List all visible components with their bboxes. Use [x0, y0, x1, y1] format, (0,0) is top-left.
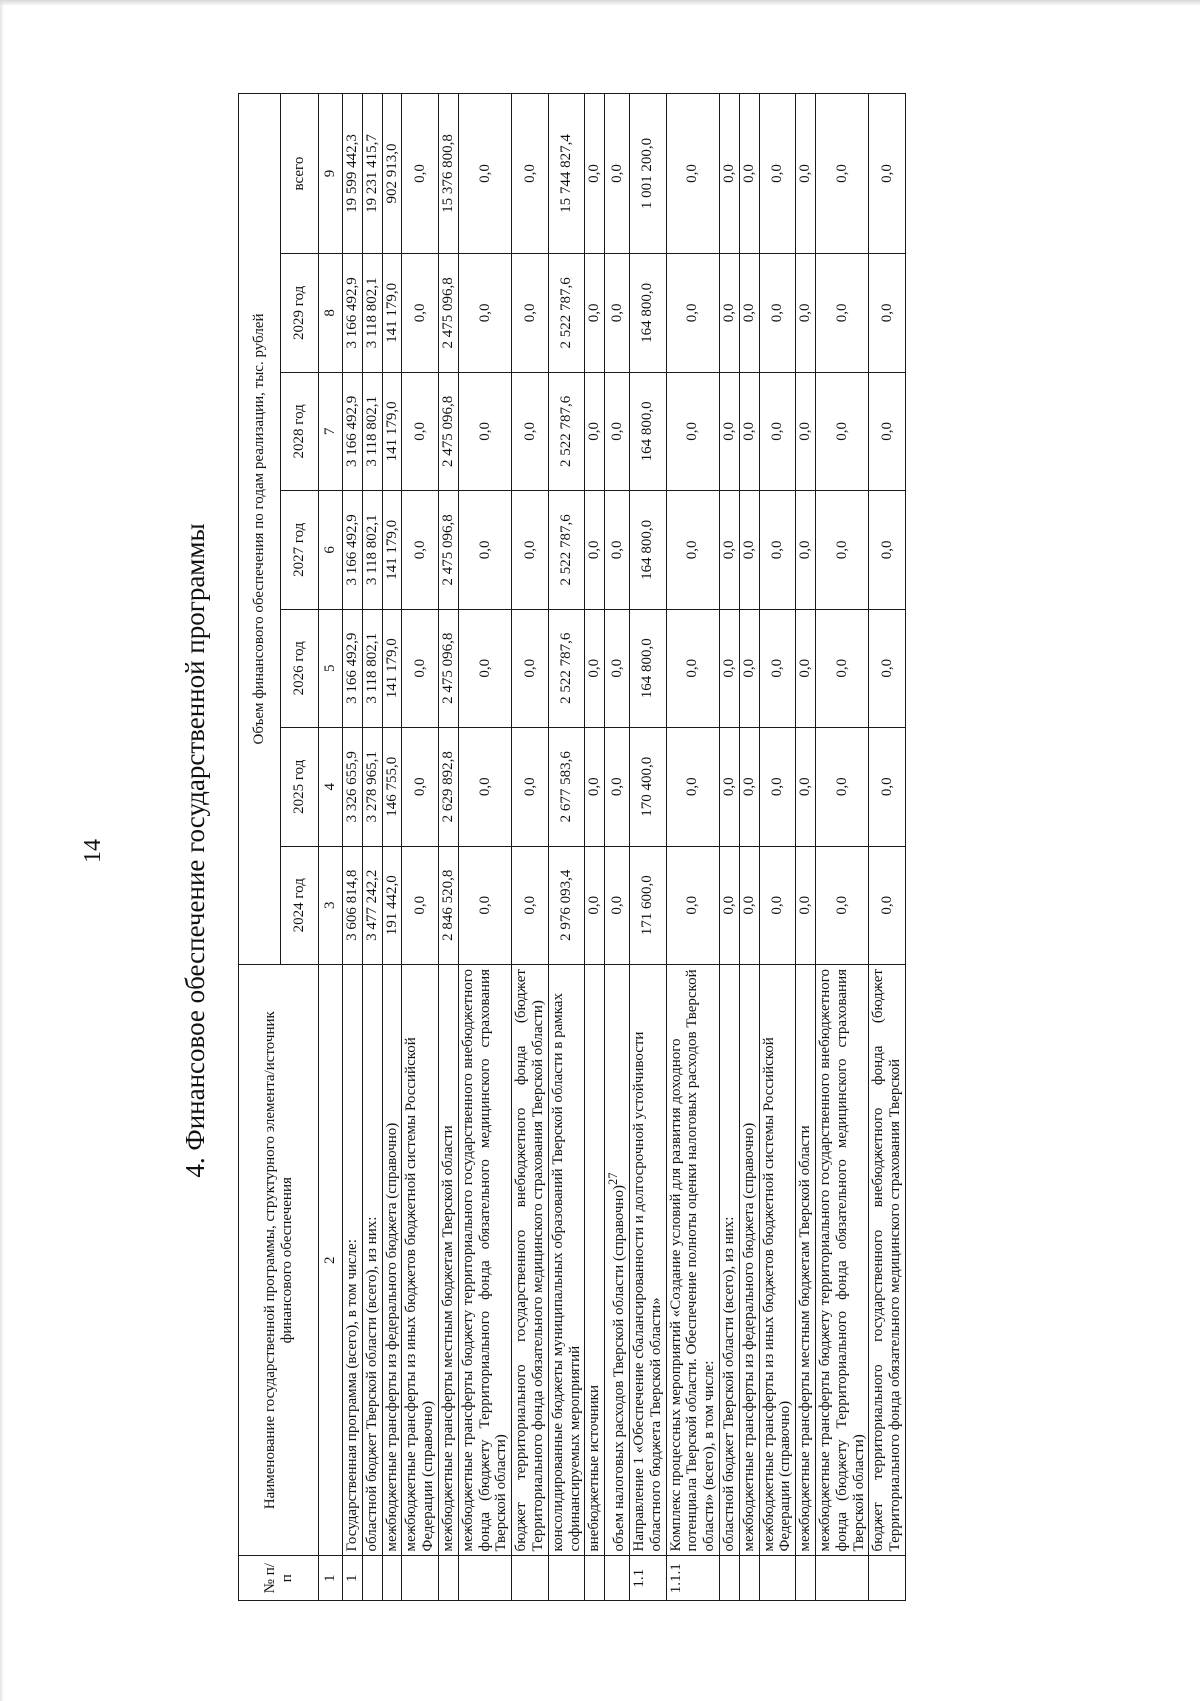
- row-total-value: 0,0: [585, 94, 605, 254]
- table-row: [438, 94, 458, 1601]
- row-year-value: 0,0: [458, 728, 511, 846]
- row-name-cell: [402, 965, 439, 1556]
- row-year-value: 0,0: [666, 491, 719, 609]
- row-year-value: 2 475 096,8: [438, 372, 458, 490]
- row-year-value: 0,0: [739, 728, 759, 846]
- row-year-value: 2 522 787,6: [548, 254, 585, 372]
- row-year-value: 2 846 520,8: [438, 846, 458, 964]
- row-name-cell: [739, 965, 759, 1556]
- row-year-value: 0,0: [869, 846, 906, 964]
- row-year-value: 0,0: [585, 491, 605, 609]
- row-year-value: 0,0: [402, 254, 439, 372]
- column-number: 6: [319, 491, 343, 609]
- row-name-cell: [548, 965, 585, 1556]
- row-total-value: 0,0: [869, 94, 906, 254]
- row-year-value: 191 442,0: [382, 846, 402, 964]
- row-year-value: 0,0: [759, 728, 796, 846]
- row-name: межбюджетные трансферты из иных бюджетов бюджетной системы Российской Федерации (справочно): [403, 1037, 437, 1552]
- table-row: [605, 94, 630, 1601]
- table-row: [739, 94, 759, 1601]
- row-number: [585, 1556, 605, 1601]
- row-year-value: 0,0: [585, 254, 605, 372]
- row-year-value: 164 800,0: [629, 372, 666, 490]
- row-year-value: 2 629 892,8: [438, 728, 458, 846]
- header-year: 2025 год: [281, 728, 319, 846]
- row-name: межбюджетные трансферты местным бюджетам Тверской области: [439, 1125, 456, 1552]
- column-number: 3: [319, 846, 343, 964]
- row-total-value: 0,0: [719, 94, 739, 254]
- table-row: [382, 94, 402, 1601]
- row-year-value: 0,0: [666, 254, 719, 372]
- row-name-cell: [719, 965, 739, 1556]
- table-row: [585, 94, 605, 1601]
- header-total: всего: [281, 94, 319, 254]
- row-number: [796, 1556, 816, 1601]
- row-name: межбюджетные трансферты из федерального бюджета (справочно): [740, 1122, 757, 1552]
- financing-table: [238, 93, 906, 1601]
- row-name: Направление 1 «Обеспечение сбалансированности и долгосрочной устойчивости областного бюджета Тверской области»: [630, 1031, 664, 1552]
- row-year-value: 0,0: [605, 491, 630, 609]
- table-row: [343, 94, 363, 1601]
- row-name-cell: [382, 965, 402, 1556]
- row-year-value: 0,0: [512, 846, 549, 964]
- row-year-value: 0,0: [585, 609, 605, 727]
- row-year-value: 2 976 093,4: [548, 846, 585, 964]
- table-row: [759, 94, 796, 1601]
- row-year-value: 2 677 583,6: [548, 728, 585, 846]
- row-year-value: 0,0: [759, 372, 796, 490]
- row-name: межбюджетные трансферты бюджету территориального государственного внебюджетного фонда (бюджету Территориального фонда обязательного медицинского страхования Тверской области): [459, 969, 510, 1552]
- row-year-value: 0,0: [796, 372, 816, 490]
- row-year-value: 0,0: [815, 372, 868, 490]
- row-year-value: 0,0: [719, 609, 739, 727]
- row-name: внебюджетные источники: [586, 1385, 603, 1552]
- row-year-value: 0,0: [512, 609, 549, 727]
- header-year: 2027 год: [281, 491, 319, 609]
- column-number: 5: [319, 609, 343, 727]
- row-year-value: 0,0: [739, 609, 759, 727]
- row-name: бюджет территориального государственного внебюджетного фонда (бюджет Территориального фонда обязательного медицинского страхования Тверской области): [513, 969, 546, 1552]
- column-number: 7: [319, 372, 343, 490]
- row-year-value: 0,0: [739, 372, 759, 490]
- row-year-value: 3 166 492,9: [343, 254, 363, 372]
- row-year-value: 3 118 802,1: [362, 372, 382, 490]
- row-year-value: 0,0: [402, 846, 439, 964]
- table-row: [796, 94, 816, 1601]
- row-total-value: 0,0: [512, 94, 549, 254]
- row-year-value: 0,0: [458, 846, 511, 964]
- row-name-cell: [585, 965, 605, 1556]
- row-number: [382, 1556, 402, 1601]
- row-number: [458, 1556, 511, 1601]
- row-number: [719, 1556, 739, 1601]
- row-year-value: 141 179,0: [382, 609, 402, 727]
- row-year-value: 141 179,0: [382, 372, 402, 490]
- header-volume: Объем финансового обеспечения по годам реализации, тыс. рублей: [239, 94, 281, 965]
- row-year-value: 0,0: [869, 491, 906, 609]
- row-number: [438, 1556, 458, 1601]
- row-year-value: 0,0: [815, 491, 868, 609]
- row-total-value: 0,0: [458, 94, 511, 254]
- row-year-value: 141 179,0: [382, 254, 402, 372]
- row-year-value: 0,0: [605, 372, 630, 490]
- row-name-cell: [438, 965, 458, 1556]
- row-total-value: 0,0: [759, 94, 796, 254]
- row-year-value: 0,0: [719, 254, 739, 372]
- row-year-value: 0,0: [719, 846, 739, 964]
- page-title: 4. Финансовое обеспечение государственной программы: [180, 523, 210, 1178]
- header-name: Наименование государственной программы, структурного элемента/источник финансового обеспечения: [239, 965, 319, 1556]
- row-year-value: 0,0: [605, 728, 630, 846]
- row-name-cell: [869, 965, 906, 1556]
- row-total-value: 0,0: [402, 94, 439, 254]
- row-year-value: 0,0: [739, 846, 759, 964]
- table-row: [666, 94, 719, 1601]
- row-number: 1.1.1: [666, 1556, 719, 1601]
- row-total-value: 0,0: [815, 94, 868, 254]
- row-year-value: 0,0: [796, 609, 816, 727]
- row-year-value: 0,0: [512, 728, 549, 846]
- row-year-value: 141 179,0: [382, 491, 402, 609]
- table-row: [512, 94, 549, 1601]
- row-number: [362, 1556, 382, 1601]
- row-year-value: 0,0: [458, 372, 511, 490]
- row-year-value: 3 166 492,9: [343, 491, 363, 609]
- row-year-value: 0,0: [585, 728, 605, 846]
- row-year-value: 0,0: [458, 609, 511, 727]
- row-year-value: 0,0: [739, 254, 759, 372]
- row-year-value: 0,0: [666, 728, 719, 846]
- row-year-value: 146 755,0: [382, 728, 402, 846]
- row-name: объем налоговых расходов Тверской области (справочно): [611, 1185, 628, 1552]
- row-year-value: 0,0: [759, 609, 796, 727]
- row-year-value: 2 522 787,6: [548, 491, 585, 609]
- row-name-cell: [815, 965, 868, 1556]
- row-year-value: 0,0: [739, 491, 759, 609]
- row-year-value: 3 477 242,2: [362, 846, 382, 964]
- row-year-value: 2 522 787,6: [548, 372, 585, 490]
- row-number: [739, 1556, 759, 1601]
- row-year-value: 0,0: [815, 846, 868, 964]
- column-number: 8: [319, 254, 343, 372]
- row-number: 1.1: [629, 1556, 666, 1601]
- row-number: [605, 1556, 630, 1601]
- row-name: областной бюджет Тверской области (всего), из них:: [720, 1216, 737, 1552]
- column-number: 2: [319, 965, 343, 1556]
- row-year-value: 0,0: [719, 372, 739, 490]
- row-year-value: 3 606 814,8: [343, 846, 363, 964]
- row-year-value: 2 475 096,8: [438, 609, 458, 727]
- row-name-cell: [666, 965, 719, 1556]
- column-number: 1: [319, 1556, 343, 1601]
- row-year-value: 3 278 965,1: [362, 728, 382, 846]
- row-name: областной бюджет Тверской области (всего), из них:: [363, 1216, 380, 1552]
- row-name: консолидированные бюджеты муниципальных образований Тверской области в рамках софинансируемых мероприятий: [549, 993, 583, 1552]
- row-total-value: 15 376 800,8: [438, 94, 458, 254]
- row-year-value: 0,0: [458, 254, 511, 372]
- row-total-value: 1 001 200,0: [629, 94, 666, 254]
- row-number: [759, 1556, 796, 1601]
- row-year-value: 0,0: [605, 846, 630, 964]
- row-name: межбюджетные трансферты из иных бюджетов бюджетной системы Российской Федерации (справочно): [760, 1037, 794, 1552]
- row-year-value: 3 326 655,9: [343, 728, 363, 846]
- page-number: 14: [80, 839, 106, 863]
- row-number: [512, 1556, 549, 1601]
- row-year-value: 0,0: [796, 728, 816, 846]
- row-name: бюджет территориального государственного внебюджетного фонда (бюджет Территориального фонда обязательного медицинского страхования Тверской: [870, 969, 904, 1552]
- row-year-value: 0,0: [402, 491, 439, 609]
- row-year-value: 164 800,0: [629, 491, 666, 609]
- row-name-cell: [512, 965, 549, 1556]
- row-year-value: 171 600,0: [629, 846, 666, 964]
- row-year-value: 0,0: [796, 846, 816, 964]
- row-year-value: 3 118 802,1: [362, 254, 382, 372]
- row-year-value: 0,0: [402, 728, 439, 846]
- row-year-value: 0,0: [796, 491, 816, 609]
- row-year-value: 170 400,0: [629, 728, 666, 846]
- scan-edge-top: [0, 0, 4, 1701]
- row-year-value: 0,0: [759, 254, 796, 372]
- row-year-value: 0,0: [869, 372, 906, 490]
- row-name: Комплекс процессных мероприятий «Создание условий для развития доходного потенциала Тверской области. Обеспечение полноты оценки налоговых расходов Тверской области» (всего), в том числе:: [667, 969, 718, 1552]
- row-year-value: 0,0: [759, 491, 796, 609]
- row-year-value: 0,0: [605, 609, 630, 727]
- row-year-value: 0,0: [666, 609, 719, 727]
- row-name-cell: [796, 965, 816, 1556]
- row-year-value: 0,0: [512, 491, 549, 609]
- row-total-value: 19 599 442,3: [343, 94, 363, 254]
- table-row: [815, 94, 868, 1601]
- row-year-value: 0,0: [585, 372, 605, 490]
- row-name-cell: [629, 965, 666, 1556]
- row-name: межбюджетные трансферты из федерального бюджета (справочно): [383, 1122, 400, 1552]
- row-total-value: 0,0: [739, 94, 759, 254]
- row-year-value: 0,0: [402, 372, 439, 490]
- row-total-value: 15 744 827,4: [548, 94, 585, 254]
- header-year: 2028 год: [281, 372, 319, 490]
- row-name-cell: [759, 965, 796, 1556]
- table-body: [343, 94, 906, 1601]
- row-year-value: 2 475 096,8: [438, 491, 458, 609]
- row-year-value: 0,0: [759, 846, 796, 964]
- header-year: 2024 год: [281, 846, 319, 964]
- row-year-value: 0,0: [815, 609, 868, 727]
- row-year-value: 0,0: [869, 254, 906, 372]
- row-number: 1: [343, 1556, 363, 1601]
- table-row: [548, 94, 585, 1601]
- header-year: 2026 год: [281, 609, 319, 727]
- header-num: № п/п: [239, 1556, 319, 1601]
- row-total-value: 0,0: [605, 94, 630, 254]
- table-row: [719, 94, 739, 1601]
- row-year-value: 0,0: [719, 491, 739, 609]
- row-year-value: 0,0: [666, 846, 719, 964]
- row-number: [548, 1556, 585, 1601]
- row-year-value: 2 475 096,8: [438, 254, 458, 372]
- row-total-value: 19 231 415,7: [362, 94, 382, 254]
- row-year-value: 3 166 492,9: [343, 609, 363, 727]
- row-number: [815, 1556, 868, 1601]
- row-total-value: 0,0: [796, 94, 816, 254]
- table-row: [402, 94, 439, 1601]
- row-year-value: 0,0: [512, 372, 549, 490]
- row-year-value: 3 166 492,9: [343, 372, 363, 490]
- table-row: [362, 94, 382, 1601]
- row-name: межбюджетные трансферты бюджету территориального государственного внебюджетного фонда (бюджету Территориального фонда обязательного медицинского страхования Тверской области): [816, 969, 867, 1552]
- table-row: [869, 94, 906, 1601]
- column-number: 9: [319, 94, 343, 254]
- row-year-value: 0,0: [512, 254, 549, 372]
- row-name-cell: [605, 965, 630, 1556]
- row-year-value: 0,0: [666, 372, 719, 490]
- footnote-marker: 27: [606, 1172, 621, 1186]
- row-year-value: 0,0: [815, 254, 868, 372]
- row-name-cell: [362, 965, 382, 1556]
- row-year-value: 0,0: [402, 609, 439, 727]
- row-name: Государственная программа (всего), в том числе:: [344, 1239, 360, 1552]
- row-name: межбюджетные трансферты местным бюджетам Тверской области: [797, 1125, 814, 1552]
- row-name-cell: [458, 965, 511, 1556]
- row-year-value: 0,0: [869, 728, 906, 846]
- row-year-value: 2 522 787,6: [548, 609, 585, 727]
- row-year-value: 0,0: [815, 728, 868, 846]
- row-year-value: 0,0: [719, 728, 739, 846]
- table-row: [629, 94, 666, 1601]
- row-year-value: 164 800,0: [629, 254, 666, 372]
- row-total-value: 0,0: [666, 94, 719, 254]
- row-year-value: 0,0: [796, 254, 816, 372]
- row-number: [869, 1556, 906, 1601]
- header-year: 2029 год: [281, 254, 319, 372]
- row-year-value: 0,0: [869, 609, 906, 727]
- row-number: [402, 1556, 439, 1601]
- row-year-value: 0,0: [585, 846, 605, 964]
- row-name-cell: [343, 965, 363, 1556]
- table-row: [458, 94, 511, 1601]
- column-number: 4: [319, 728, 343, 846]
- row-year-value: 0,0: [458, 491, 511, 609]
- row-year-value: 164 800,0: [629, 609, 666, 727]
- row-total-value: 902 913,0: [382, 94, 402, 254]
- row-year-value: 3 118 802,1: [362, 609, 382, 727]
- row-year-value: 3 118 802,1: [362, 491, 382, 609]
- row-year-value: 0,0: [605, 254, 630, 372]
